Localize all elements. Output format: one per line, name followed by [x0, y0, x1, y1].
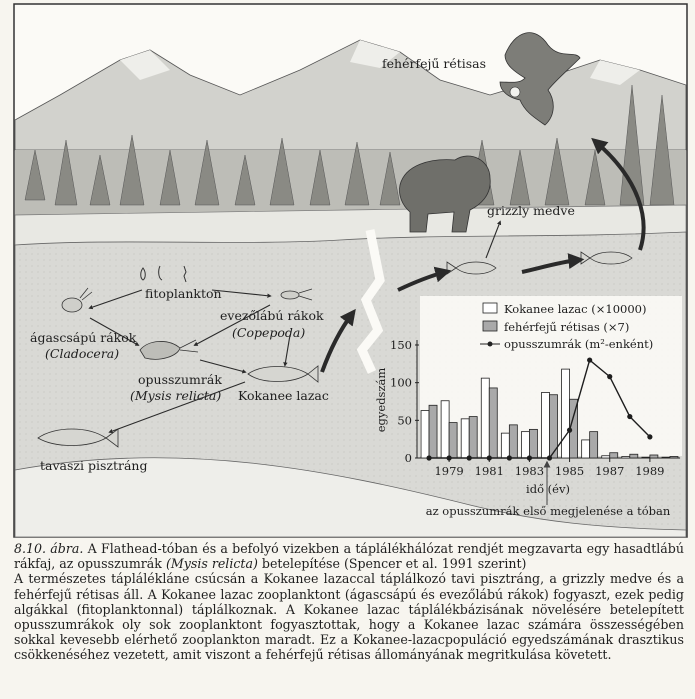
legend-swatch-eagle: [483, 321, 497, 331]
point-opossum: [627, 414, 632, 419]
legend-swatch-kokanee: [483, 303, 497, 313]
y-tick-label: 50: [397, 413, 412, 428]
bar-kokanee: [481, 378, 489, 458]
grizzly-label: grizzly medve: [487, 203, 575, 218]
trout-label: tavaszi pisztráng: [40, 458, 148, 473]
point-opossum: [447, 455, 452, 460]
point-opossum: [607, 374, 612, 379]
point-opossum: [567, 428, 572, 433]
bar-eagle: [610, 453, 618, 458]
bar-kokanee: [622, 456, 630, 458]
bar-kokanee: [582, 440, 590, 458]
bar-eagle: [590, 432, 598, 458]
phytoplankton-label: fitoplankton: [145, 286, 222, 301]
annotation-text: az opusszumrák első megjelenése a tóban: [425, 504, 671, 518]
cladocera-label: ágascsápú rákok: [30, 330, 137, 345]
bar-kokanee: [602, 456, 610, 458]
point-opossum: [647, 434, 652, 439]
point-opossum: [587, 357, 592, 362]
x-axis-label: idő (év): [526, 482, 570, 496]
bar-eagle: [469, 417, 477, 458]
bar-kokanee: [461, 419, 469, 458]
bar-kokanee: [501, 433, 509, 458]
bar-kokanee: [562, 369, 570, 458]
bar-eagle: [650, 455, 658, 458]
x-tick-label: 1979: [434, 464, 464, 478]
x-tick-label: 1981: [474, 464, 504, 478]
bar-kokanee: [542, 392, 550, 458]
y-tick-label: 100: [390, 375, 412, 390]
copepoda-label: evezőlábú rákok: [220, 308, 324, 323]
eagle-label: fehérfejű rétisas: [382, 56, 487, 71]
point-opossum: [507, 455, 512, 460]
bar-eagle: [429, 405, 437, 458]
y-tick-label: 150: [390, 338, 412, 352]
bar-eagle: [449, 423, 457, 458]
legend-label-kokanee: Kokanee lazac (×10000): [504, 302, 647, 316]
figure-caption: [14, 541, 684, 663]
bar-kokanee: [662, 457, 670, 458]
y-tick-label: 0: [404, 451, 412, 465]
figure-title-species: (Mysis relicta): [165, 556, 258, 572]
x-tick-label: 1985: [554, 464, 585, 478]
point-opossum: [467, 455, 472, 460]
point-opossum: [426, 455, 431, 460]
legend-label-opossum: opusszumrák (m²-enként): [504, 337, 654, 351]
x-tick-label: 1987: [595, 464, 625, 478]
bar-eagle: [630, 454, 638, 458]
bar-eagle: [529, 429, 537, 458]
x-tick-label: 1989: [635, 464, 665, 478]
bar-eagle: [509, 425, 517, 458]
point-opossum: [527, 455, 532, 460]
figure-number: 8.10. ábra.: [14, 541, 84, 556]
point-opossum: [547, 455, 552, 460]
mysis-label: opusszumrák: [138, 372, 222, 387]
bar-kokanee: [521, 432, 529, 458]
figure-title-b: betelepítése (Spencer et al. 1991 szerint): [261, 556, 527, 572]
point-opossum: [487, 455, 492, 460]
legend: [480, 302, 653, 351]
figure-body: A természetes táplálékláne csúcsán a Kokanee lazaccal táplálkozó tavi pisztráng, a grizzly medve és a fehérfejű rétisas áll. A Kokanee lazac zooplanktont (ágascsápú és evezőlábú rákok) fogyaszt, ezek pedig algákkal (fitoplanktonnal) táplálkoznak. A Kokanee lazac táplálékbázisának növelésére betelepített opusszumrákok oly sok zooplanktont fogyasztottak, hogy a Kokanee lazac számára összességében sokkal kevesebb elérhető zooplankton maradt. Ez a Kokanee-lazacpopuláció egyedszámának drasztikus csökkenéséhez vezetett, amit viszont a fehérfejű rétisas állományának megritkulása követett.: [14, 571, 684, 663]
figure-title-a: A Flathead-tóban és a befolyó vizekben a táplálékhálózat rendjét megzavarta egy hasadtlábú rákfaj, az opusszumrák: [14, 541, 684, 572]
bar-kokanee: [642, 457, 650, 458]
copepoda-latin-label: (Copepoda): [232, 325, 306, 340]
legend-label-eagle: fehérfejű rétisas (×7): [504, 320, 630, 334]
x-tick-label: 1983: [514, 464, 545, 478]
bar-kokanee: [441, 401, 449, 458]
y-axis-label: egyedszám: [374, 367, 388, 433]
cladocera-latin-label: (Cladocera): [45, 346, 120, 361]
bar-kokanee: [421, 411, 429, 458]
bar-eagle: [489, 388, 497, 458]
bar-eagle: [670, 456, 678, 458]
kokanee-label: Kokanee lazac: [238, 388, 329, 403]
legend-marker-opossum: [488, 342, 493, 347]
mysis-latin-label: (Mysis relicta): [130, 388, 222, 403]
